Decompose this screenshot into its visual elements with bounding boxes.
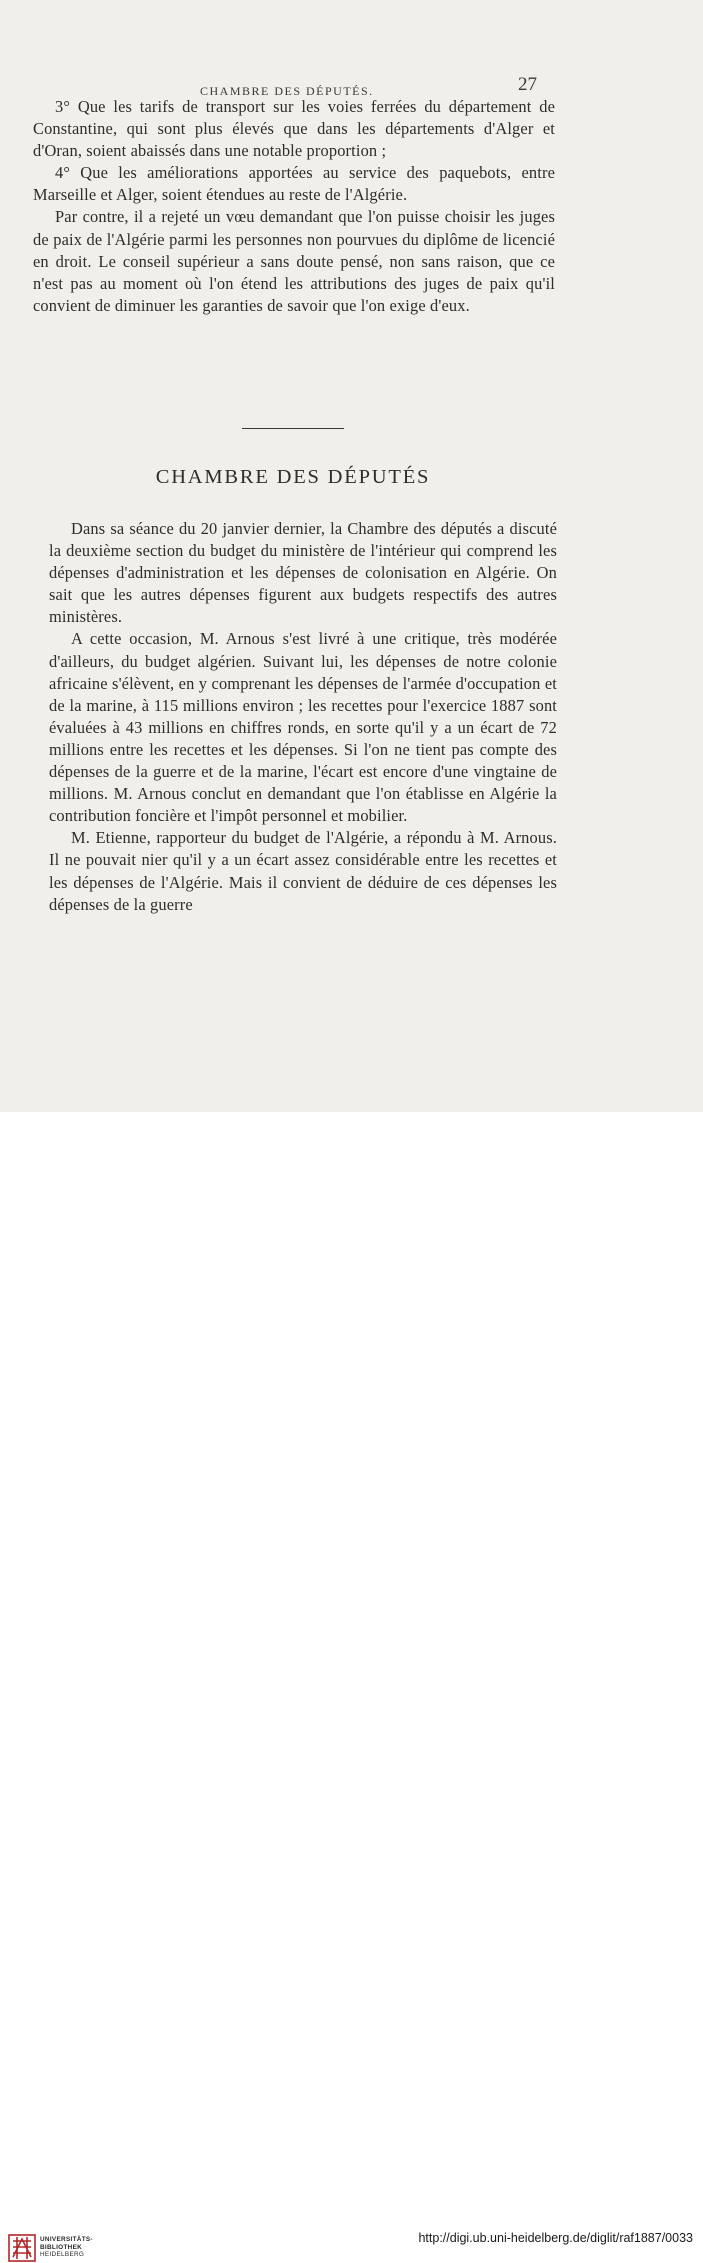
running-head: CHAMBRE DES DÉPUTÉS. <box>200 84 374 98</box>
university-library-logo-icon <box>8 2233 36 2263</box>
paragraph: M. Etienne, rapporteur du budget de l'Algérie, a répondu à M. Arnous. Il ne pouvait nier qu'il y a un écart assez considérable entre les recettes et les dépenses de l'Algérie. Mais il convient de déduire de ces dépenses les dépenses de la guerre <box>49 828 557 914</box>
paragraph: A cette occasion, M. Arnous s'est livré à une critique, très modérée d'ailleurs, du budget algérien. Suivant lui, les dépenses de notre colonie africaine s'élèvent, en y comprenant les dépenses de l'armée d'occupation et de la marine, à 115 millions environ ; les recettes pour l'exercice 1887 sont évaluées à 43 millions en chiffres ronds, en sorte qu'il y a un écart de 72 millions entre les recettes et les dépenses. Si l'on ne tient pas compte des dépenses de la guerre et de la marine, l'écart est encore d'une vingtaine de millions. M. Arnous conclut en demandant que l'on établisse en Algérie la contribution foncière et l'impôt personnel et mobilier. <box>49 629 557 826</box>
section-divider <box>242 428 344 429</box>
paragraph: Par contre, il a rejeté un vœu demandant que l'on puisse choisir les juges de paix de l'Algérie parmi les personnes non pourvues du diplôme de licencié en droit. Le conseil supérieur a sans doute pensé, non sans raison, que ce n'est pas au moment où l'on étend les attributions des juges de paix qu'il convient de diminuer les garanties de savoir que l'on exige d'eux. <box>33 207 555 315</box>
paragraph: 3° Que les tarifs de transport sur les voies ferrées du département de Constantine, qui sont plus élevés que dans les départements d'Alger et d'Oran, soient abaissés dans une notable proportion ; <box>33 97 555 161</box>
library-name-line: BIBLIOTHEK <box>40 2243 83 2251</box>
library-name <box>40 2236 93 2259</box>
permalink-url[interactable]: http://digi.ub.uni-heidelberg.de/diglit/raf1887/0033 <box>418 2231 693 2245</box>
library-name-line: HEIDELBERG <box>40 2251 85 2259</box>
scanned-page <box>0 0 703 1112</box>
section-title: CHAMBRE DES DÉPUTÉS <box>155 466 431 488</box>
text-block-top <box>33 96 555 317</box>
paragraph: Dans sa séance du 20 janvier dernier, la Chambre des députés a discuté la deuxième section du budget du ministère de l'intérieur qui comprend les dépenses d'administration et les dépenses de colonisation en Algérie. On sait que les autres dépenses figurent aux budgets respectifs des autres ministères. <box>49 519 557 627</box>
page-number: 27 <box>518 74 537 95</box>
paragraph: 4° Que les améliorations apportées au service des paquebots, entre Marseille et Alger, soient étendues au reste de l'Algérie. <box>33 163 555 205</box>
text-block-bottom <box>49 518 557 916</box>
library-name-line: UNIVERSITÄTS- <box>40 2236 93 2243</box>
viewer-footer <box>0 1112 703 2259</box>
